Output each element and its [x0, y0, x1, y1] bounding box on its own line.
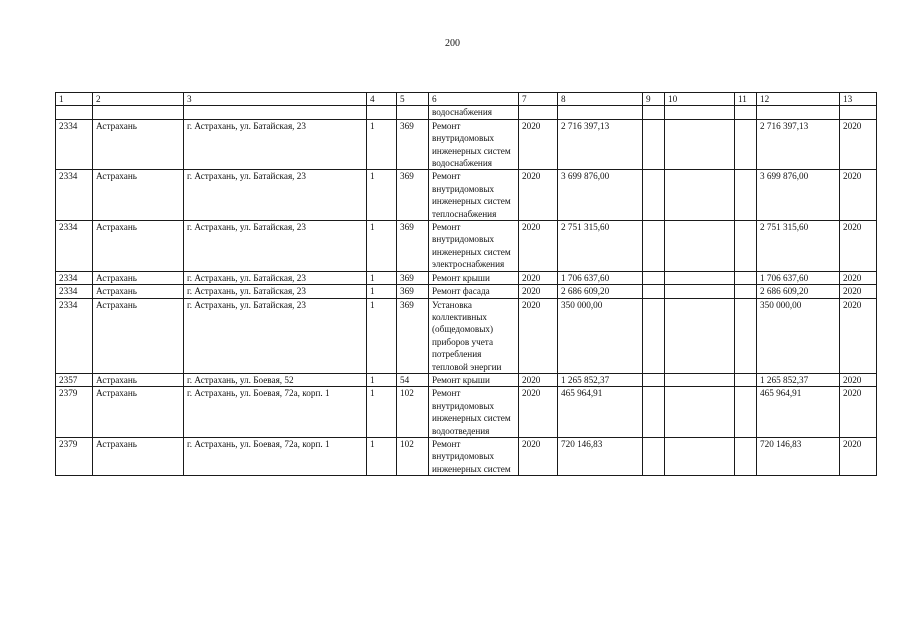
col-10-cell: 10 — [665, 93, 735, 106]
record-number-cell: 2379 — [56, 387, 93, 438]
col-4-cell: 1 — [367, 298, 397, 373]
table-row — [56, 387, 877, 438]
col-11-cell — [735, 221, 757, 272]
record-number-cell: 2334 — [56, 221, 93, 272]
planned-year-cell: 2020 — [840, 221, 877, 272]
col-5-cell: 369 — [397, 271, 429, 284]
municipality-cell: Астрахань — [93, 170, 184, 221]
col-11-cell — [735, 106, 757, 119]
table-row — [56, 285, 877, 298]
planned-year-cell: 2020 — [840, 298, 877, 373]
municipality-cell: Астрахань — [93, 437, 184, 475]
col-4-cell: 1 — [367, 119, 397, 170]
col-11-cell — [735, 373, 757, 386]
col-10-cell — [665, 387, 735, 438]
planned-year-cell — [840, 106, 877, 119]
year-cell: 2020 — [519, 437, 558, 475]
col-10-cell — [665, 271, 735, 284]
address-cell: г. Астрахань, ул. Батайская, 23 — [184, 221, 367, 272]
work-type-cell: Ремонт фасада — [429, 285, 519, 298]
table-body — [56, 93, 877, 476]
municipality-cell — [93, 106, 184, 119]
year-cell: 2020 — [519, 285, 558, 298]
col-10-cell — [665, 221, 735, 272]
record-number-cell: 2334 — [56, 285, 93, 298]
col-4-cell: 1 — [367, 373, 397, 386]
col-5-cell: 369 — [397, 285, 429, 298]
municipality-cell: Астрахань — [93, 271, 184, 284]
cost-cell: 2 686 609,20 — [558, 285, 643, 298]
year-cell: 2020 — [519, 119, 558, 170]
cost-cell: 350 000,00 — [558, 298, 643, 373]
year-cell: 7 — [519, 93, 558, 106]
work-type-cell: Ремонт внутридомовых инженерных систем теплоснабжения — [429, 170, 519, 221]
total-cost-cell: 12 — [757, 93, 840, 106]
year-cell — [519, 106, 558, 119]
table-row — [56, 170, 877, 221]
col-9-cell — [643, 221, 665, 272]
address-cell: г. Астрахань, ул. Батайская, 23 — [184, 298, 367, 373]
col-9-cell — [643, 387, 665, 438]
total-cost-cell: 720 146,83 — [757, 437, 840, 475]
table-row — [56, 373, 877, 386]
col-9-cell — [643, 106, 665, 119]
col-4-cell — [367, 106, 397, 119]
planned-year-cell: 2020 — [840, 271, 877, 284]
record-number-cell: 2334 — [56, 298, 93, 373]
cost-cell: 3 699 876,00 — [558, 170, 643, 221]
col-4-cell: 1 — [367, 387, 397, 438]
total-cost-cell — [757, 106, 840, 119]
municipality-cell: Астрахань — [93, 119, 184, 170]
work-type-cell: Установка коллективных (общедомовых) приборов учета потребления тепловой энергии — [429, 298, 519, 373]
col-11-cell — [735, 285, 757, 298]
planned-year-cell: 2020 — [840, 437, 877, 475]
col-10-cell — [665, 298, 735, 373]
table-row — [56, 437, 877, 475]
year-cell: 2020 — [519, 387, 558, 438]
cost-cell: 2 751 315,60 — [558, 221, 643, 272]
col-5-cell: 102 — [397, 437, 429, 475]
col-10-cell — [665, 373, 735, 386]
record-number-cell: 2334 — [56, 119, 93, 170]
work-type-cell: 6 — [429, 93, 519, 106]
cost-cell: 2 716 397,13 — [558, 119, 643, 170]
cost-cell — [558, 106, 643, 119]
col-9-cell — [643, 119, 665, 170]
col-5-cell: 369 — [397, 298, 429, 373]
municipality-cell: Астрахань — [93, 298, 184, 373]
total-cost-cell: 1 265 852,37 — [757, 373, 840, 386]
planned-year-cell: 2020 — [840, 285, 877, 298]
col-5-cell: 369 — [397, 119, 429, 170]
work-type-cell: Ремонт крыши — [429, 373, 519, 386]
total-cost-cell: 3 699 876,00 — [757, 170, 840, 221]
col-11-cell — [735, 170, 757, 221]
table-row — [56, 298, 877, 373]
address-cell: г. Астрахань, ул. Батайская, 23 — [184, 119, 367, 170]
record-number-cell: 2357 — [56, 373, 93, 386]
year-cell: 2020 — [519, 221, 558, 272]
col-11-cell — [735, 119, 757, 170]
col-5-cell — [397, 106, 429, 119]
cost-cell: 465 964,91 — [558, 387, 643, 438]
col-10-cell — [665, 119, 735, 170]
planned-year-cell: 2020 — [840, 119, 877, 170]
year-cell: 2020 — [519, 271, 558, 284]
year-cell: 2020 — [519, 373, 558, 386]
total-cost-cell: 350 000,00 — [757, 298, 840, 373]
work-type-cell: водоснабжения — [429, 106, 519, 119]
record-number-cell: 2379 — [56, 437, 93, 475]
col-10-cell — [665, 285, 735, 298]
address-cell: г. Астрахань, ул. Боевая, 52 — [184, 373, 367, 386]
work-type-cell: Ремонт крыши — [429, 271, 519, 284]
table-row — [56, 271, 877, 284]
col-9-cell — [643, 271, 665, 284]
col-9-cell — [643, 298, 665, 373]
col-5-cell: 369 — [397, 221, 429, 272]
col-4-cell: 1 — [367, 221, 397, 272]
table-row — [56, 119, 877, 170]
municipality-cell: Астрахань — [93, 221, 184, 272]
col-4-cell: 1 — [367, 437, 397, 475]
cost-cell: 8 — [558, 93, 643, 106]
col-4-cell: 1 — [367, 170, 397, 221]
address-cell: г. Астрахань, ул. Батайская, 23 — [184, 170, 367, 221]
planned-year-cell: 2020 — [840, 170, 877, 221]
address-cell — [184, 106, 367, 119]
col-11-cell — [735, 271, 757, 284]
col-9-cell — [643, 373, 665, 386]
cost-cell: 1 265 852,37 — [558, 373, 643, 386]
total-cost-cell: 465 964,91 — [757, 387, 840, 438]
address-cell: г. Астрахань, ул. Боевая, 72а, корп. 1 — [184, 437, 367, 475]
col-11-cell — [735, 298, 757, 373]
work-type-cell: Ремонт внутридомовых инженерных систем электроснабжения — [429, 221, 519, 272]
col-9-cell: 9 — [643, 93, 665, 106]
municipality-cell: Астрахань — [93, 387, 184, 438]
col-5-cell: 5 — [397, 93, 429, 106]
col-11-cell — [735, 387, 757, 438]
municipality-cell: Астрахань — [93, 285, 184, 298]
work-type-cell: Ремонт внутридомовых инженерных систем водоснабжения — [429, 119, 519, 170]
work-type-cell: Ремонт внутридомовых инженерных систем водоотведения — [429, 387, 519, 438]
total-cost-cell: 2 686 609,20 — [757, 285, 840, 298]
year-cell: 2020 — [519, 298, 558, 373]
page-number: 200 — [445, 38, 460, 49]
address-cell: г. Астрахань, ул. Батайская, 23 — [184, 285, 367, 298]
address-cell: г. Астрахань, ул. Боевая, 72а, корп. 1 — [184, 387, 367, 438]
col-10-cell — [665, 106, 735, 119]
cost-cell: 720 146,83 — [558, 437, 643, 475]
col-5-cell: 102 — [397, 387, 429, 438]
col-5-cell: 369 — [397, 170, 429, 221]
col-9-cell — [643, 437, 665, 475]
planned-year-cell: 13 — [840, 93, 877, 106]
record-number-cell: 2334 — [56, 170, 93, 221]
col-9-cell — [643, 285, 665, 298]
col-4-cell: 1 — [367, 271, 397, 284]
col-11-cell: 11 — [735, 93, 757, 106]
col-10-cell — [665, 437, 735, 475]
continuation-row — [56, 106, 877, 119]
col-11-cell — [735, 437, 757, 475]
record-number-cell: 2334 — [56, 271, 93, 284]
col-4-cell: 4 — [367, 93, 397, 106]
col-9-cell — [643, 170, 665, 221]
capital-repair-table — [55, 92, 877, 476]
municipality-cell: Астрахань — [93, 373, 184, 386]
planned-year-cell: 2020 — [840, 387, 877, 438]
table-row — [56, 221, 877, 272]
record-number-cell: 1 — [56, 93, 93, 106]
total-cost-cell: 1 706 637,60 — [757, 271, 840, 284]
address-cell: г. Астрахань, ул. Батайская, 23 — [184, 271, 367, 284]
year-cell: 2020 — [519, 170, 558, 221]
column-number-row — [56, 93, 877, 106]
planned-year-cell: 2020 — [840, 373, 877, 386]
total-cost-cell: 2 716 397,13 — [757, 119, 840, 170]
col-4-cell: 1 — [367, 285, 397, 298]
col-10-cell — [665, 170, 735, 221]
total-cost-cell: 2 751 315,60 — [757, 221, 840, 272]
municipality-cell: 2 — [93, 93, 184, 106]
record-number-cell — [56, 106, 93, 119]
address-cell: 3 — [184, 93, 367, 106]
work-type-cell: Ремонт внутридомовых инженерных систем — [429, 437, 519, 475]
cost-cell: 1 706 637,60 — [558, 271, 643, 284]
col-5-cell: 54 — [397, 373, 429, 386]
